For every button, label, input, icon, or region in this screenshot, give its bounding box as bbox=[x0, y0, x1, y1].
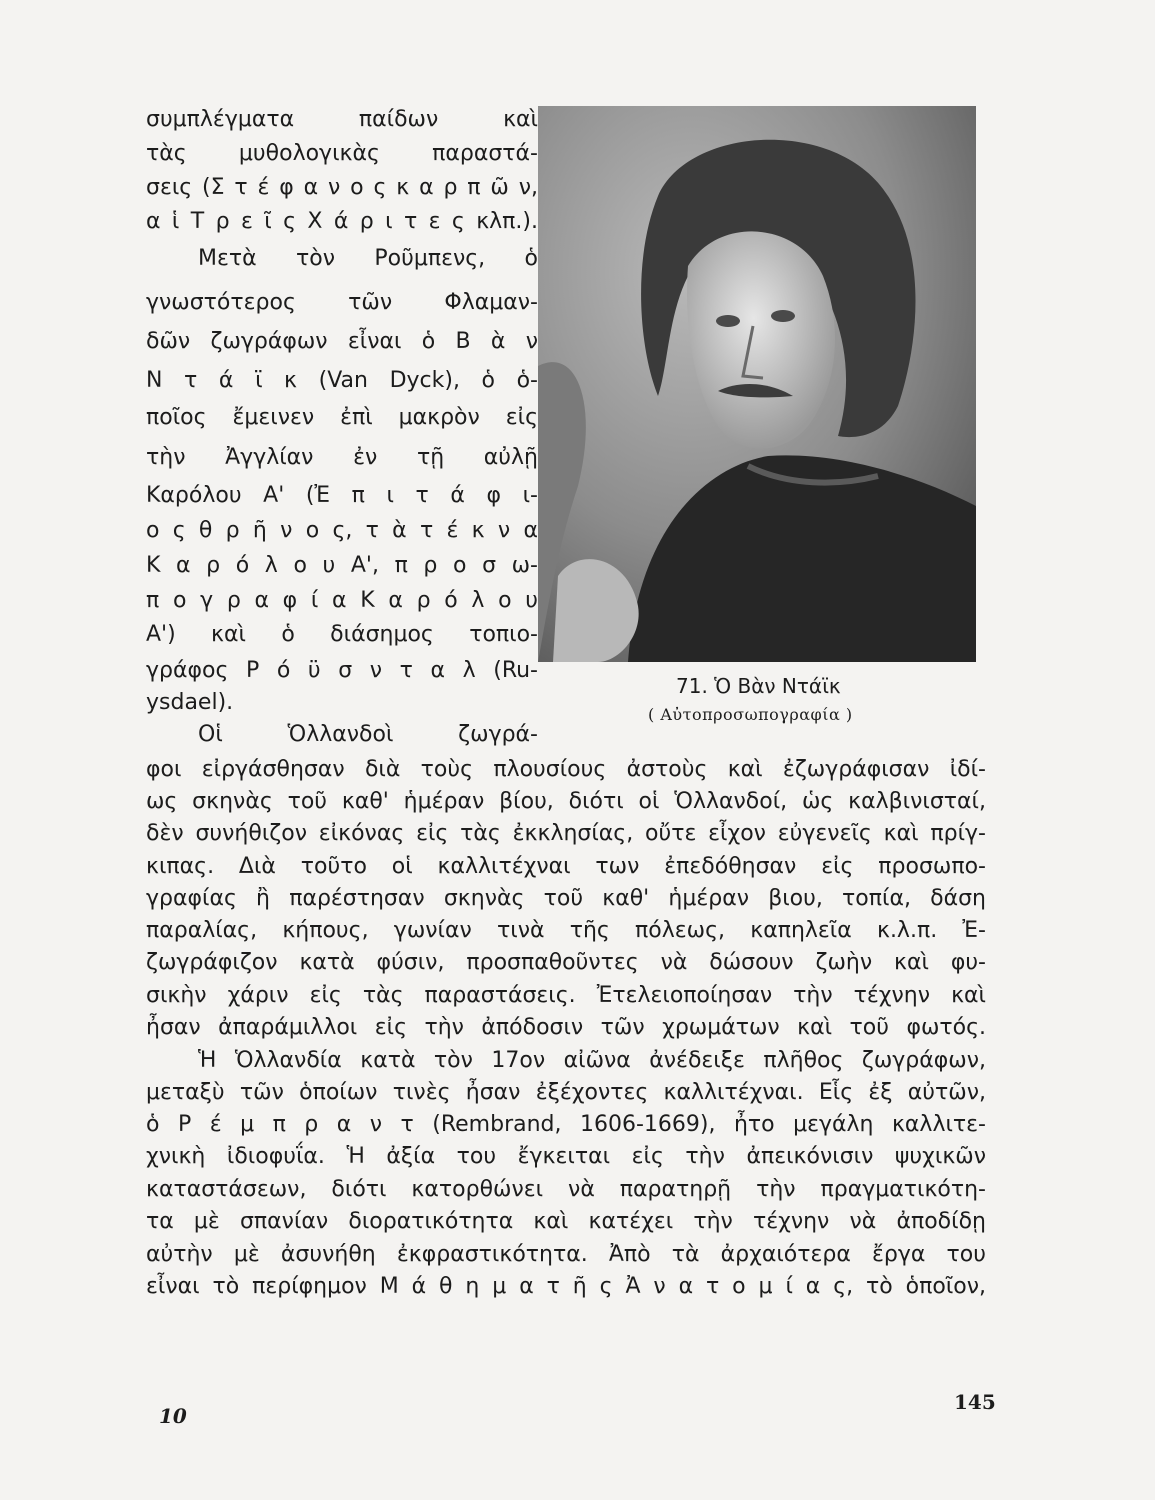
text-line: τὰς μυθολογικὰς παραστά- bbox=[146, 141, 538, 166]
text-line: Καρόλου Α' (Ἐ π ι τ ά φ ι- bbox=[146, 483, 538, 508]
text-line: τα μὲ σπανίαν διορατικότητα καὶ κατέχει τὴν τέχνην νὰ ἀποδίδῃ bbox=[146, 1209, 986, 1234]
text-line: γνωστότερος τῶν Φλαμαν- bbox=[146, 290, 538, 315]
text-line: ζωγράφιζον κατὰ φύσιν, προσπαθοῦντες νὰ δώσουν ζωὴν καὶ φυ- bbox=[146, 950, 986, 975]
text-line: τὴν Ἀγγλίαν ἐν τῇ αὐλῇ bbox=[146, 445, 538, 470]
text-line: εἶναι τὸ περίφημον Μ ά θ η μ α τ ῆ ς Ἀ ν α τ ο μ ί α ς, τὸ ὁποῖον, bbox=[146, 1274, 986, 1299]
portrait-photo bbox=[538, 106, 976, 662]
text-line: χνικὴ ἰδιοφυΐα. Ἡ ἀξία του ἔγκειται εἰς τὴν ἀπεικόνισιν ψυχικῶν bbox=[146, 1144, 986, 1169]
text-line: Ἡ Ὁλλανδία κατὰ τὸν 17ον αἰῶνα ἀνέδειξε πλῆθος ζωγράφων, bbox=[198, 1048, 986, 1073]
text-line: ο ς θ ρ ῆ ν ο ς, τ ὰ τ έ κ ν α bbox=[146, 518, 538, 543]
text-line: σεις (Σ τ έ φ α ν ο ς κ α ρ π ῶ ν, bbox=[146, 175, 538, 200]
text-line: ως σκηνὰς τοῦ καθ' ἡμέραν βίου, διότι οἱ Ὁλλανδοί, ὡς καλβινισταί, bbox=[146, 789, 986, 814]
text-line: δὲν συνήθιζον εἰκόνας εἰς τὰς ἐκκλησίας, οὔτε εἶχον εὐγενεῖς καὶ πρίγ- bbox=[146, 821, 986, 846]
text-line: συμπλέγματα παίδων καὶ bbox=[146, 107, 538, 132]
text-line: ὁ Ρ έ μ π ρ α ν τ (Rembrand, 1606-1669), ἦτο μεγάλη καλλιτε- bbox=[146, 1112, 986, 1137]
text-line: κιπας. Διὰ τοῦτο οἱ καλλιτέχναι των ἐπεδόθησαν εἰς προσωπο- bbox=[146, 854, 986, 879]
text-line: γραφίας ἢ παρέστησαν σκηνὰς τοῦ καθ' ἡμέραν βιου, τοπία, δάση bbox=[146, 886, 986, 911]
text-line: ysdael). bbox=[146, 690, 234, 715]
text-line: Μετὰ τὸν Ροῦμπενς, ὁ bbox=[198, 246, 538, 271]
text-line: γράφος Ρ ό ϋ σ ν τ α λ (Ru- bbox=[146, 658, 538, 683]
page-number: 145 bbox=[954, 1390, 996, 1414]
text-line: ἦσαν ἀπαράμιλλοι εἰς τὴν ἀπόδοσιν τῶν χρωμάτων καὶ τοῦ φωτός. bbox=[146, 1015, 986, 1040]
signature-mark: 10 bbox=[159, 1404, 187, 1428]
figure-subcaption: ( Αὐτοπροσωπογραφία ) bbox=[648, 705, 853, 724]
text-line: α ἱ Τ ρ ε ῖ ς Χ ά ρ ι τ ε ς κλπ.). bbox=[146, 209, 538, 234]
text-line: ποῖος ἔμεινεν ἐπὶ μακρὸν εἰς bbox=[146, 405, 538, 430]
text-line: Οἱ Ὁλλανδοὶ ζωγρά- bbox=[198, 722, 538, 747]
text-line: μεταξὺ τῶν ὁποίων τινὲς ἦσαν ἐξέχοντες καλλιτέχναι. Εἷς ἐξ αὐτῶν, bbox=[146, 1080, 986, 1105]
text-line: π ο γ ρ α φ ί α Κ α ρ ό λ ο υ bbox=[146, 588, 538, 613]
text-line: Α') καὶ ὁ διάσημος τοπιο- bbox=[146, 622, 538, 647]
text-line: δῶν ζωγράφων εἶναι ὁ Β ὰ ν bbox=[146, 329, 538, 354]
text-line: αὐτὴν μὲ ἀσυνήθη ἐκφραστικότητα. Ἀπὸ τὰ ἀρχαιότερα ἔργα του bbox=[146, 1242, 986, 1267]
portrait-illustration bbox=[538, 106, 976, 662]
text-line: Ν τ ά ϊ κ (Van Dyck), ὁ ὁ- bbox=[146, 368, 538, 393]
text-line: παραλίας, κήπους, γωνίαν τινὰ τῆς πόλεως, καπηλεῖα κ.λ.π. Ἐ- bbox=[146, 918, 986, 943]
text-line: καταστάσεων, διότι κατορθώνει νὰ παρατηρῇ τὴν πραγματικότη- bbox=[146, 1177, 986, 1202]
text-line: Κ α ρ ό λ ο υ Α', π ρ ο σ ω- bbox=[146, 553, 538, 578]
text-line: φοι εἰργάσθησαν διὰ τοὺς πλουσίους ἀστοὺς καὶ ἐζωγράφισαν ἰδί- bbox=[146, 757, 986, 782]
figure-caption: 71. Ὁ Βὰν Ντάϊκ bbox=[676, 674, 841, 698]
text-line: σικὴν χάριν εἰς τὰς παραστάσεις. Ἐτελειοποίησαν τὴν τέχνην καὶ bbox=[146, 983, 986, 1008]
